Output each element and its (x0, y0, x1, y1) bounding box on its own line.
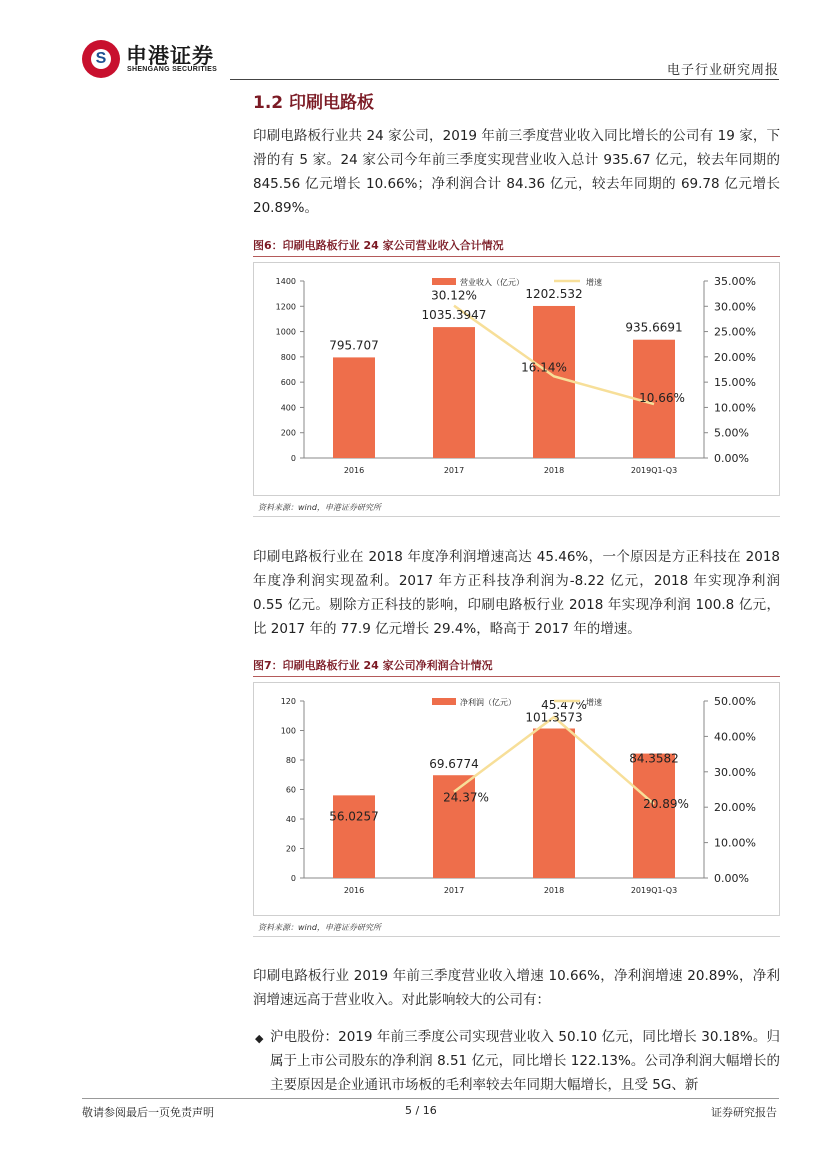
bar (533, 306, 575, 458)
legend-label-bar: 净利润（亿元） (460, 698, 516, 707)
figure-6-title-rule (253, 256, 780, 257)
y2-tick-label: 10.00% (714, 836, 756, 850)
y-tick-label: 600 (280, 378, 296, 388)
y-tick-label: 1400 (275, 277, 296, 286)
footer-divider (82, 1098, 779, 1099)
x-tick-label: 2018 (543, 886, 565, 895)
bar (433, 327, 475, 458)
figure-7-source: 资料来源：wind，申港证券研究所 (258, 923, 381, 932)
bar-data-label: 69.6774 (429, 757, 479, 772)
line-data-label: 45.47% (541, 698, 587, 713)
y-tick-label: 200 (280, 428, 296, 438)
paragraph-revenue-summary: 印刷电路板行业共 24 家公司，2019 年前三季度营业收入同比增长的公司有 19 家，下滑的有 5 家。24 家公司今年前三季度实现营业收入总计 935.67 亿元，较去年同期的 845.56 亿元增长 10.66%；净利润合计 84.36 亿元，较去年同期的 69.78 亿元增长 20.89%。 (253, 128, 780, 216)
y2-tick-label: 40.00% (714, 730, 756, 744)
y-tick-label: 1200 (275, 302, 296, 312)
x-tick-label: 2019Q1-Q3 (630, 466, 678, 475)
section-title: 1.2 印刷电路板 (253, 93, 375, 113)
figure-6-source-rule (253, 516, 780, 517)
y-tick-label: 0 (290, 874, 296, 883)
bar-data-label: 101.3573 (525, 710, 583, 725)
line-data-label: 20.89% (643, 797, 689, 812)
header-divider (230, 79, 779, 80)
x-tick-label: 2017 (443, 466, 465, 475)
line-data-label: 10.66% (639, 391, 685, 406)
bar (333, 795, 375, 878)
page-number: 5 / 16 (405, 1104, 437, 1117)
bar-data-label: 84.3582 (629, 751, 679, 766)
y2-tick-label: 5.00% (714, 426, 749, 440)
y2-tick-label: 10.00% (714, 401, 756, 415)
x-tick-label: 2019Q1-Q3 (630, 886, 678, 895)
x-tick-label: 2016 (343, 886, 365, 895)
figure-7-source-rule (253, 936, 780, 937)
figure-6-title: 图6：印刷电路板行业 24 家公司营业收入合计情况 (253, 239, 504, 252)
figure-6-chart-frame (253, 262, 780, 496)
logo-text-en: SHENGANG SECURITIES (127, 66, 218, 73)
y2-tick-label: 15.00% (714, 376, 756, 390)
legend-swatch-bar (432, 278, 456, 285)
y-tick-label: 0 (290, 454, 296, 463)
report-title: 电子行业研究周报 (666, 63, 779, 78)
net-profit-chart (254, 683, 779, 915)
y2-tick-label: 30.00% (714, 300, 756, 314)
line-data-label: 30.12% (431, 288, 477, 303)
legend-label-line: 增速 (586, 278, 602, 287)
paragraph-net-profit-2018: 印刷电路板行业在 2018 年度净利润增速高达 45.46%，一个原因是方正科技在 2018 年度净利润实现盈利。2017 年方正科技净利润为-8.22 亿元，2018 年实现净利润 0.55 亿元。剔除方正科技的影响，印刷电路板行业 2018 年实现净利润 100.8 亿元，比 2017 年的 77.9 亿元增长 29.4%，略高于 2017 年的增速。 (253, 549, 780, 637)
y-tick-label: 800 (280, 352, 296, 362)
bar (633, 754, 675, 878)
logo-text-cn: 申港证券 (126, 44, 214, 68)
y2-tick-label: 30.00% (714, 765, 756, 779)
bar-data-label: 795.707 (329, 338, 379, 353)
y2-tick-label: 20.00% (714, 801, 756, 815)
y2-tick-label: 0.00% (714, 872, 749, 885)
line-data-label: 24.37% (443, 790, 489, 805)
footer-disclaimer: 敬请参阅最后一页免责声明 (82, 1106, 214, 1119)
x-tick-label: 2018 (543, 466, 565, 475)
bar-data-label: 935.6691 (625, 320, 683, 335)
y-tick-label: 1000 (275, 327, 296, 337)
figure-7-title: 图7：印刷电路板行业 24 家公司净利润合计情况 (253, 659, 493, 672)
bar (533, 728, 575, 878)
legend-swatch-bar (432, 698, 456, 705)
paragraph-growth-comparison: 印刷电路板行业 2019 年前三季度营业收入增速 10.66%，净利润增速 20.89%，净利润增速远高于营业收入。对此影响较大的公司有： (253, 968, 780, 1008)
y2-tick-label: 35.00% (714, 275, 756, 288)
legend-label-line: 增速 (586, 698, 602, 707)
y2-tick-label: 20.00% (714, 350, 756, 364)
bar-data-label: 56.0257 (329, 809, 379, 824)
y2-tick-label: 50.00% (714, 695, 756, 708)
paragraph-hudian-shares: 沪电股份：2019 年前三季度公司实现营业收入 50.10 亿元，同比增长 30.18%。归属于上市公司股东的净利润 8.51 亿元，同比增长 122.13%。公司净利润大幅增长的主要原因是企业通讯市场板的毛利率较去年同期大幅增长，且受 5G、新 (270, 1029, 780, 1093)
y-tick-label: 120 (280, 697, 296, 706)
legend-label-bar: 营业收入（亿元） (460, 278, 524, 287)
company-logo-icon: S (82, 40, 120, 78)
bar (333, 357, 375, 458)
legend (432, 277, 602, 287)
y-tick-label: 400 (280, 403, 296, 413)
y-tick-label: 20 (285, 844, 296, 854)
bullet-diamond-icon: ◆ (255, 1032, 264, 1045)
x-tick-label: 2016 (343, 466, 365, 475)
y2-tick-label: 25.00% (714, 325, 756, 339)
figure-7-title-rule (253, 676, 780, 677)
figure-7-chart-frame (253, 682, 780, 916)
x-tick-label: 2017 (443, 886, 465, 895)
y-tick-label: 40 (285, 815, 296, 824)
footer-report-type: 证券研究报告 (711, 1106, 777, 1119)
revenue-chart (254, 263, 779, 495)
figure-6-source: 资料来源：wind，申港证券研究所 (258, 503, 381, 512)
line-data-label: 16.14% (521, 360, 567, 375)
y2-tick-label: 0.00% (714, 452, 749, 465)
y-tick-label: 100 (280, 726, 296, 736)
bar-data-label: 1202.532 (525, 286, 583, 301)
bar-data-label: 1035.3947 (421, 308, 487, 323)
y-tick-label: 60 (285, 785, 296, 795)
y-tick-label: 80 (285, 756, 296, 765)
